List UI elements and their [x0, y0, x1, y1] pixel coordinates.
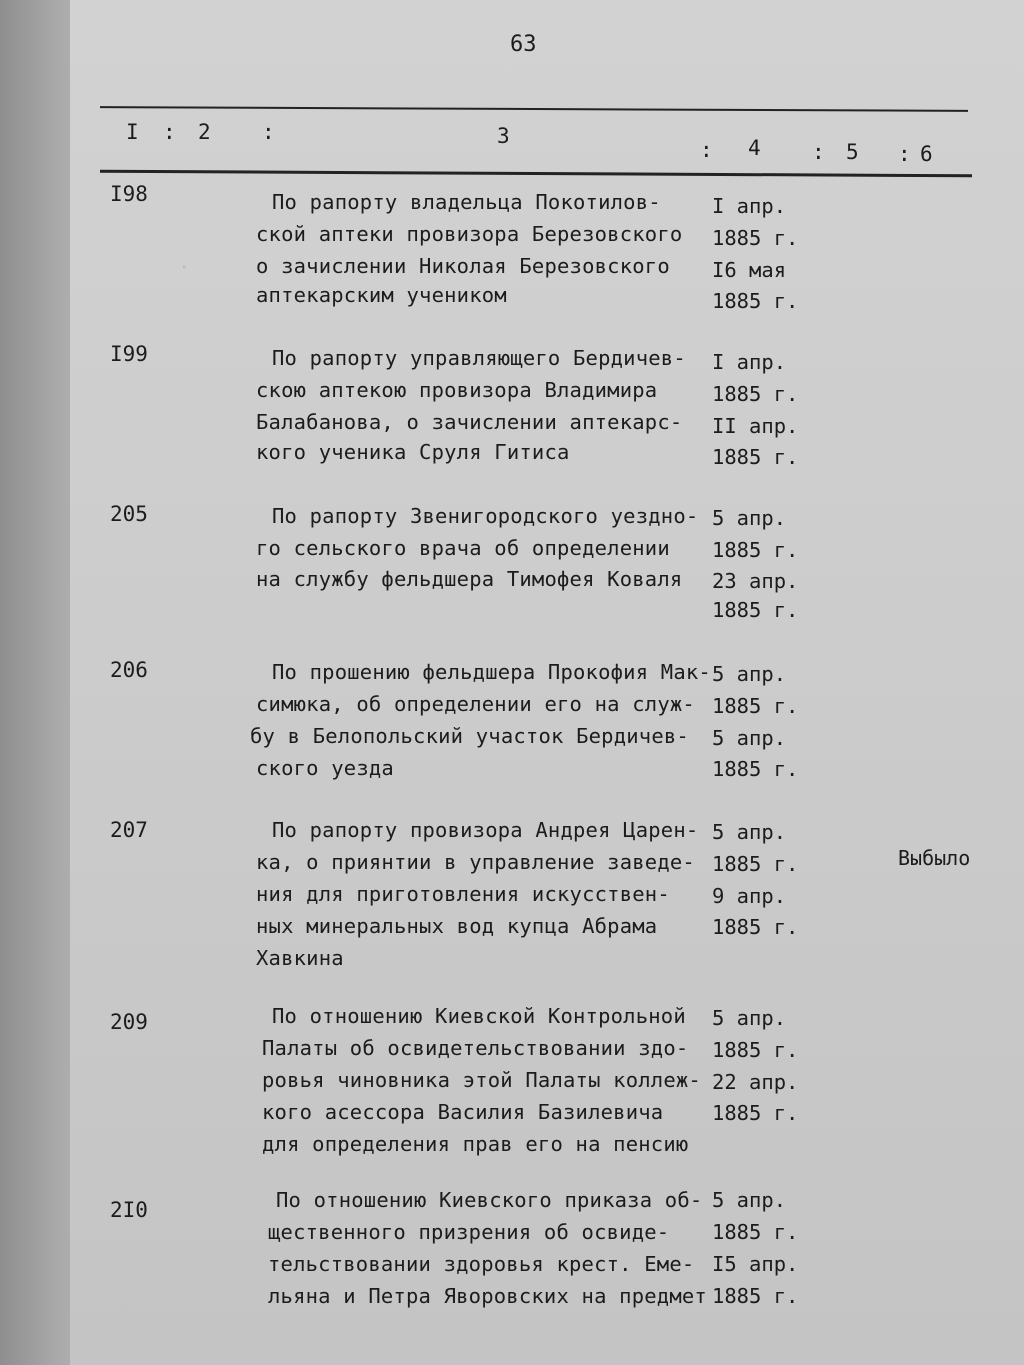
entry-text-line: аптекарским учеником [256, 283, 507, 307]
entry-text-line: По рапорту Звенигородского уездно- [272, 504, 699, 528]
entry-date: 22 апр. [712, 1070, 799, 1094]
entry-date: 5 апр. [712, 662, 787, 686]
entry-text-line: ния для приготовления искусствен- [256, 882, 670, 906]
bleed-through-mark: · [130, 255, 191, 279]
entry-text-line: бу в Белопольский участок Бердичев- [250, 724, 689, 748]
entry-date: 1885 г. [712, 1101, 799, 1125]
entry-number: 2I0 [110, 1198, 148, 1222]
entry-note: Выбыло [898, 846, 971, 870]
entry-text-line: По рапорту провизора Андрея Царен- [272, 818, 699, 842]
entry-text-line: ровья чиновника этой Палаты коллеж- [262, 1068, 701, 1092]
entry-date: 5 апр. [712, 726, 787, 750]
entry-date: 1885 г. [712, 289, 799, 313]
entry-text-line: По прошению фельдшера Прокофия Мак- [272, 660, 711, 684]
entry-text-line: для определения прав его на пенсию [262, 1132, 689, 1156]
entry-text-line: на службу фельдшера Тимофея Коваля [256, 567, 683, 591]
entry-text-line: По отношению Киевской Контрольной [272, 1004, 686, 1028]
entry-date: I5 апр. [712, 1252, 799, 1276]
entry-text-line: кого асессора Василия Базилевича [262, 1100, 664, 1124]
entry-text-line: льяна и Петра Яворовских на предмет [268, 1284, 707, 1308]
entry-text-line: Балабанова, о зачислении аптекарс- [256, 410, 683, 434]
entry-text-line: тельствовании здоровья крест. Еме- [268, 1252, 695, 1276]
entry-date: 1885 г. [712, 757, 799, 781]
entry-date: 5 апр. [712, 820, 787, 844]
entry-date: 23 апр. [712, 569, 799, 593]
entry-date: 5 апр. [712, 1006, 787, 1030]
entry-date: 1885 г. [712, 852, 799, 876]
entry-text-line: кого ученика Сруля Гитиса [256, 440, 570, 464]
header-col-3: 3 [497, 124, 510, 148]
entry-number: 205 [110, 502, 148, 526]
header-sep: : [700, 138, 713, 162]
entry-number: I99 [110, 342, 148, 366]
entry-text-line: симюка, об определении его на служ- [256, 692, 695, 716]
entry-text-line: о зачислении Николая Березовского [256, 254, 670, 278]
entry-number: 209 [110, 1010, 148, 1034]
entry-date: 1885 г. [712, 226, 799, 250]
entry-text-line: ской аптеки провизора Березовского [256, 222, 683, 246]
page-number: 63 [510, 32, 537, 57]
entry-text-line: скою аптекою провизора Владимира [256, 378, 658, 402]
entry-date: I6 мая [712, 258, 787, 282]
entry-date: 1885 г. [712, 1038, 799, 1062]
header-sep: : [898, 142, 911, 166]
entry-date: 9 апр. [712, 884, 787, 908]
entry-date: 1885 г. [712, 445, 799, 469]
entry-text-line: По рапорту управляющего Бердичев- [272, 346, 686, 370]
entry-text-line: го сельского врача об определении [256, 536, 670, 560]
entry-date: 1885 г. [712, 598, 799, 622]
entry-text-line: ных минеральных вод купца Абрама [256, 914, 658, 938]
header-col-4: 4 [748, 136, 761, 160]
entry-number: 206 [110, 658, 148, 682]
entry-text-line: щественного призрения об освиде- [268, 1220, 670, 1244]
entry-number: I98 [110, 182, 148, 206]
header-sep: : [262, 120, 275, 144]
entry-number: 207 [110, 818, 148, 842]
entry-text-line: Хавкина [256, 946, 344, 970]
header-col-5: 5 [846, 140, 859, 164]
header-sep: : [812, 140, 825, 164]
entry-text-line: ка, о приянтии в управление заведе- [256, 850, 695, 874]
entry-text-line: Палаты об освидетельствовании здо- [262, 1036, 689, 1060]
entry-date: 5 апр. [712, 506, 787, 530]
entry-date: I апр. [712, 350, 787, 374]
entry-date: II апр. [712, 414, 799, 438]
entry-date: 1885 г. [712, 382, 799, 406]
entry-date: I апр. [712, 194, 787, 218]
entry-date: 1885 г. [712, 915, 799, 939]
entry-date: 1885 г. [712, 538, 799, 562]
header-col-1: I [126, 120, 139, 144]
entry-text-line: По отношению Киевского приказа об- [276, 1188, 703, 1212]
entry-date: 1885 г. [712, 1220, 799, 1244]
header-col-2: 2 [198, 120, 211, 144]
entry-date: 5 апр. [712, 1188, 787, 1212]
entry-date: 1885 г. [712, 694, 799, 718]
header-sep: : [163, 120, 176, 144]
entry-text-line: По рапорту владельца Покотилов- [272, 190, 661, 214]
entry-text-line: ского уезда [256, 756, 394, 780]
entry-date: 1885 г. [712, 1284, 799, 1308]
header-col-6: 6 [920, 142, 933, 166]
